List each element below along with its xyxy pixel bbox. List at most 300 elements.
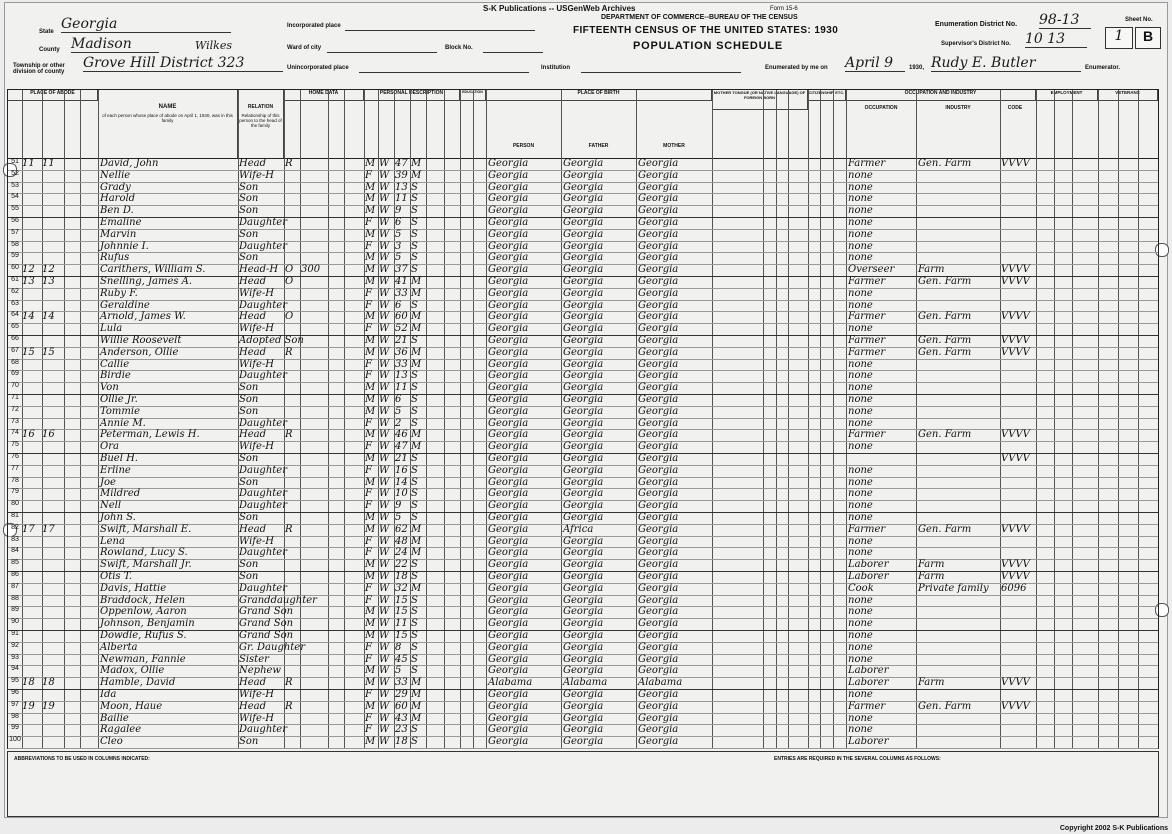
cell-bpf: Georgia xyxy=(563,618,604,630)
cell-name: Ollie Jr. xyxy=(100,394,138,405)
cell-val xyxy=(301,618,328,630)
cell-code xyxy=(1001,465,1036,477)
cell-name: Von xyxy=(100,382,119,394)
cell-name: Newman, Fannie xyxy=(100,653,186,665)
cell-bpm: Georgia xyxy=(638,240,679,252)
cell-age: 32 xyxy=(395,582,408,594)
enumerated-date: April 9 xyxy=(845,55,905,72)
cell-bpm: Georgia xyxy=(638,559,679,571)
cell-age: 2 xyxy=(395,417,402,429)
cell-bp: Georgia xyxy=(488,724,529,736)
cell-sex: M xyxy=(365,429,376,441)
incorporated-label: Incorporated place xyxy=(287,23,341,29)
cell-mar: M xyxy=(411,712,422,724)
cell-sex: F xyxy=(365,287,372,299)
cell-home xyxy=(285,595,300,607)
cell-line: 60 xyxy=(11,264,19,272)
cell-home xyxy=(285,618,300,630)
cell-bpm: Georgia xyxy=(638,712,679,724)
cell-dw xyxy=(22,477,42,489)
cell-name: Johnson, Benjamin xyxy=(100,618,195,630)
department: DEPARTMENT OF COMMERCE--BUREAU OF THE CENSUS xyxy=(601,14,798,21)
cell-ind: Gen. Farm xyxy=(918,335,972,346)
cell-race: W xyxy=(379,712,390,724)
cell-bpf: Georgia xyxy=(563,311,604,323)
cell-occ: none xyxy=(848,287,873,299)
cell-ind xyxy=(918,323,1000,335)
cell-dw xyxy=(22,193,42,205)
cell-dw xyxy=(22,465,42,477)
cell-bp: Georgia xyxy=(488,594,529,606)
cell-name: Oppenlow, Aaron xyxy=(100,606,187,618)
cell-fam: 13 xyxy=(42,276,55,287)
enumerator-label: Enumerator. xyxy=(1085,65,1121,71)
cell-rel: Daughter xyxy=(239,500,287,512)
cell-race: W xyxy=(379,405,390,417)
cell-bp: Georgia xyxy=(488,417,529,429)
cell-occ: none xyxy=(848,653,873,665)
cell-line: 69 xyxy=(11,370,19,378)
cell-fam xyxy=(42,477,64,489)
cell-occ: none xyxy=(848,464,873,476)
cell-home: R xyxy=(285,677,293,689)
form-number: Form 15-6 xyxy=(770,6,798,12)
cell-bp: Georgia xyxy=(488,700,529,712)
cell-name: Lena xyxy=(100,535,125,547)
cell-dw xyxy=(22,547,42,559)
cell-occ: none xyxy=(848,618,873,630)
cell-age: 33 xyxy=(395,287,408,299)
cell-rel: Granddaughter xyxy=(239,594,317,606)
cell-fam xyxy=(42,441,64,453)
cell-race: W xyxy=(379,417,390,429)
cell-age: 47 xyxy=(395,158,408,169)
cell-rel: Daughter xyxy=(239,724,287,736)
cell-occ: none xyxy=(848,500,873,512)
cell-bp: Georgia xyxy=(488,582,529,594)
cell-bpf: Georgia xyxy=(563,594,604,606)
cell-mar: S xyxy=(411,299,418,311)
cell-home xyxy=(285,654,300,666)
cell-age: 36 xyxy=(395,346,408,358)
cell-ind xyxy=(918,512,1000,524)
cell-rel: Daughter xyxy=(239,370,287,382)
cell-rel: Head xyxy=(239,276,267,287)
cell-line: 89 xyxy=(11,606,19,614)
cell-sex: F xyxy=(365,299,372,311)
cell-fam xyxy=(42,559,64,571)
cell-code xyxy=(1001,724,1036,736)
cell-occ: Farmer xyxy=(848,276,886,287)
cell-occ: none xyxy=(848,252,873,264)
cell-bp: Georgia xyxy=(488,169,529,181)
cell-fam xyxy=(42,193,64,205)
cell-bp: Georgia xyxy=(488,311,529,323)
state-value: Georgia xyxy=(61,16,231,33)
code-head: CODE xyxy=(1007,105,1023,111)
cell-name: Ragalee xyxy=(100,724,142,736)
cell-race: W xyxy=(379,535,390,547)
cell-sex: F xyxy=(365,464,372,476)
cell-race: W xyxy=(379,240,390,252)
cell-val xyxy=(301,418,328,430)
cell-sex: M xyxy=(365,677,376,689)
cell-bp: Georgia xyxy=(488,665,529,677)
cell-occ: none xyxy=(848,712,873,724)
cell-ind xyxy=(918,217,1000,229)
census-sheet xyxy=(4,2,1168,818)
cell-rel: Son xyxy=(239,559,259,571)
cell-sex: F xyxy=(365,370,372,382)
cell-bpf: Georgia xyxy=(563,169,604,181)
cell-dw: 15 xyxy=(22,346,35,358)
cell-bp: Georgia xyxy=(488,394,529,405)
cell-bp: Georgia xyxy=(488,264,529,276)
cell-occ: Laborer xyxy=(848,559,889,571)
cell-ind xyxy=(918,394,1000,406)
cell-mar: M xyxy=(411,700,422,712)
cell-race: W xyxy=(379,335,390,346)
cell-val xyxy=(301,359,328,371)
county-value: Madison xyxy=(71,36,159,53)
cell-mar: S xyxy=(411,228,418,240)
cell-dw xyxy=(22,665,42,677)
cell-rel: Wife-H xyxy=(239,712,275,724)
cell-line: 84 xyxy=(11,547,19,555)
cell-code xyxy=(1001,606,1036,618)
cell-sex: M xyxy=(365,453,376,464)
cell-rel: Sister xyxy=(239,653,269,665)
cell-bpf: Georgia xyxy=(563,299,604,311)
cell-age: 46 xyxy=(395,429,408,441)
cell-home xyxy=(285,547,300,559)
cell-bpf: Georgia xyxy=(563,346,604,358)
cell-val xyxy=(301,559,328,571)
cell-dw: 17 xyxy=(22,523,35,535)
cell-dw xyxy=(22,394,42,406)
cell-fam xyxy=(42,618,64,630)
cell-occ: none xyxy=(848,535,873,547)
cell-fam xyxy=(42,536,64,548)
cell-bpm: Georgia xyxy=(638,276,679,287)
cell-occ: Farmer xyxy=(848,335,886,346)
cell-sex: F xyxy=(365,547,372,559)
cell-code: VVVV xyxy=(1001,311,1030,323)
cell-code xyxy=(1001,689,1036,701)
cell-bpf: Georgia xyxy=(563,512,604,523)
cell-age: 39 xyxy=(395,169,408,181)
cell-ind xyxy=(918,724,1000,736)
cell-sex: M xyxy=(365,523,376,535)
cell-dw xyxy=(22,359,42,371)
cell-rel: Daughter xyxy=(239,547,287,559)
cell-race: W xyxy=(379,158,390,169)
cell-name: Willie Roosevelt xyxy=(100,335,182,346)
cell-bpf: Georgia xyxy=(563,476,604,488)
cell-race: W xyxy=(379,677,390,689)
cell-mar: S xyxy=(411,335,418,346)
cell-name: Carithers, William S. xyxy=(100,264,206,276)
cell-fam xyxy=(42,595,64,607)
cell-home: O xyxy=(285,264,294,276)
cell-ind xyxy=(918,500,1000,512)
cell-bp: Georgia xyxy=(488,618,529,630)
cell-occ: Laborer xyxy=(848,736,889,748)
cell-sex: F xyxy=(365,217,372,228)
cell-bp: Georgia xyxy=(488,287,529,299)
cell-val xyxy=(301,642,328,654)
cell-sex: F xyxy=(365,441,372,453)
cell-line: 80 xyxy=(11,500,19,508)
cell-home xyxy=(285,724,300,736)
cell-rel: Son xyxy=(239,181,259,193)
cell-age: 18 xyxy=(395,571,408,582)
cell-ind xyxy=(918,241,1000,253)
cell-ind: Gen. Farm xyxy=(918,311,972,323)
entries-title: ENTRIES ARE REQUIRED IN THE SEVERAL COLUMNS AS FOLLOWS: xyxy=(774,756,941,762)
cell-bp: Georgia xyxy=(488,181,529,193)
cell-name: Anderson, Ollie xyxy=(100,346,179,358)
cell-race: W xyxy=(379,476,390,488)
cell-mar: S xyxy=(411,618,418,630)
cell-home xyxy=(285,630,300,642)
cell-mar: S xyxy=(411,382,418,394)
cell-bpm: Georgia xyxy=(638,665,679,677)
cell-race: W xyxy=(379,500,390,512)
cell-dw xyxy=(22,300,42,312)
cell-line: 51 xyxy=(11,158,19,165)
cell-dw: 14 xyxy=(22,311,35,323)
cell-occ: none xyxy=(848,370,873,382)
cell-fam xyxy=(42,205,64,217)
cell-name: Braddock, Helen xyxy=(100,594,186,606)
cell-val xyxy=(301,429,328,441)
cell-bpf: Georgia xyxy=(563,453,604,464)
birth-person-head: PERSON xyxy=(512,143,535,149)
cell-ind xyxy=(918,642,1000,654)
cell-bpm: Georgia xyxy=(638,523,679,535)
cell-bpm: Georgia xyxy=(638,217,679,228)
cell-race: W xyxy=(379,653,390,665)
cell-age: 15 xyxy=(395,630,408,641)
cell-line: 79 xyxy=(11,488,19,496)
cell-bpm: Georgia xyxy=(638,736,679,748)
cell-dw xyxy=(22,571,42,583)
cell-sex: M xyxy=(365,264,376,276)
cell-val xyxy=(301,370,328,382)
township-label: Township or other division of county xyxy=(13,63,65,75)
cell-home xyxy=(285,477,300,489)
cell-name: Lula xyxy=(100,323,123,335)
cell-bpm: Georgia xyxy=(638,370,679,382)
cell-occ: none xyxy=(848,641,873,653)
cell-age: 16 xyxy=(395,464,408,476)
schedule-title: POPULATION SCHEDULE xyxy=(633,40,784,52)
cell-rel: Son xyxy=(239,394,259,405)
footer-instructions xyxy=(7,751,1159,817)
cell-fam: 14 xyxy=(42,311,55,323)
cell-ind xyxy=(918,618,1000,630)
ed-value: 98-13 xyxy=(1039,12,1091,29)
cell-sex: M xyxy=(365,346,376,358)
cell-mar: S xyxy=(411,724,418,736)
cell-bpf: Georgia xyxy=(563,252,604,264)
cell-ind xyxy=(918,406,1000,418)
cell-rel: Daughter xyxy=(239,299,287,311)
cell-val xyxy=(301,311,328,323)
cell-ind: Farm xyxy=(918,264,945,276)
cell-bpm: Georgia xyxy=(638,500,679,512)
cell-home xyxy=(285,229,300,241)
state-label: State xyxy=(39,29,54,35)
cell-age: 23 xyxy=(395,724,408,736)
cell-mar: S xyxy=(411,476,418,488)
cell-age: 33 xyxy=(395,677,408,689)
cell-rel: Head xyxy=(239,523,267,535)
cell-line: 93 xyxy=(11,653,19,661)
cell-dw xyxy=(22,512,42,524)
cell-bp: Georgia xyxy=(488,571,529,582)
cell-ind: Farm xyxy=(918,559,945,571)
cell-bpf: Georgia xyxy=(563,240,604,252)
cell-age: 48 xyxy=(395,535,408,547)
cell-name: Otis T. xyxy=(100,571,133,582)
cell-bpm: Georgia xyxy=(638,405,679,417)
unincorporated-line xyxy=(359,71,529,73)
cell-sex: M xyxy=(365,382,376,394)
cell-sex: M xyxy=(365,311,376,323)
cell-occ: none xyxy=(848,240,873,252)
cell-bpm: Georgia xyxy=(638,512,679,523)
cell-age: 8 xyxy=(395,641,402,653)
cell-val xyxy=(301,158,328,170)
cell-bpf: Georgia xyxy=(563,641,604,653)
column-header xyxy=(8,90,1158,159)
cell-dw xyxy=(22,583,42,595)
cell-code xyxy=(1001,618,1036,630)
cell-code xyxy=(1001,418,1036,430)
cell-dw xyxy=(22,488,42,500)
cell-bpm: Georgia xyxy=(638,547,679,559)
cell-dw xyxy=(22,713,42,725)
cell-mar: S xyxy=(411,193,418,205)
cell-bpf: Georgia xyxy=(563,700,604,712)
cell-bpf: Georgia xyxy=(563,276,604,287)
cell-bpf: Georgia xyxy=(563,571,604,582)
incorporated-line xyxy=(345,29,535,31)
cell-bpf: Georgia xyxy=(563,382,604,394)
cell-line: 90 xyxy=(11,618,19,626)
cell-bp: Georgia xyxy=(488,512,529,523)
cell-fam xyxy=(42,512,64,524)
cell-age: 37 xyxy=(395,264,408,276)
cell-race: W xyxy=(379,488,390,500)
cell-bpf: Georgia xyxy=(563,464,604,476)
cell-dw xyxy=(22,500,42,512)
cell-line: 75 xyxy=(11,441,19,449)
cell-age: 33 xyxy=(395,358,408,370)
cell-bp: Georgia xyxy=(488,630,529,641)
cell-age: 24 xyxy=(395,547,408,559)
cell-sex: F xyxy=(365,240,372,252)
cell-dw xyxy=(22,630,42,642)
cell-bp: Georgia xyxy=(488,217,529,228)
cell-sex: F xyxy=(365,323,372,335)
cell-ind: Gen. Farm xyxy=(918,523,972,535)
cell-line: 88 xyxy=(11,594,19,602)
cell-home xyxy=(285,583,300,595)
cell-line: 94 xyxy=(11,665,19,673)
block-line xyxy=(483,51,543,53)
cell-code: VVVV xyxy=(1001,453,1030,464)
cell-sex: M xyxy=(365,228,376,240)
cell-ind xyxy=(918,193,1000,205)
cell-bp: Georgia xyxy=(488,689,529,700)
cell-ind: Gen. Farm xyxy=(918,158,972,169)
cell-age: 15 xyxy=(395,594,408,606)
cell-rel: Grand Son xyxy=(239,606,294,618)
cell-rel: Adopted Son xyxy=(239,335,304,346)
cell-line: 53 xyxy=(11,181,19,189)
cell-fam xyxy=(42,630,64,642)
cell-bp: Georgia xyxy=(488,358,529,370)
cell-age: 43 xyxy=(395,712,408,724)
ward-label: Ward of city xyxy=(287,45,322,51)
cell-code xyxy=(1001,300,1036,312)
cell-name: Cleo xyxy=(100,736,123,748)
cell-name: Ruby F. xyxy=(100,287,138,299)
cell-bpm: Georgia xyxy=(638,323,679,335)
cell-rel: Daughter xyxy=(239,582,287,594)
cell-race: W xyxy=(379,228,390,240)
cell-sex: M xyxy=(365,335,376,346)
cell-val xyxy=(301,500,328,512)
cell-dw xyxy=(22,205,42,217)
cell-race: W xyxy=(379,547,390,559)
cell-ind xyxy=(918,229,1000,241)
sup-value: 10 13 xyxy=(1025,31,1087,48)
cell-sex: M xyxy=(365,630,376,641)
cell-bp: Georgia xyxy=(488,382,529,394)
cell-val xyxy=(301,595,328,607)
cell-code: VVVV xyxy=(1001,700,1030,712)
group-name: NAME of each person whose place of abode on April 1, 1930, was in this family xyxy=(98,90,238,158)
ward-line xyxy=(327,51,437,53)
cell-mar: S xyxy=(411,571,418,582)
cell-race: W xyxy=(379,618,390,630)
cell-sex: F xyxy=(365,535,372,547)
cell-line: 61 xyxy=(11,276,19,283)
cell-line: 64 xyxy=(11,311,19,319)
cell-val xyxy=(301,300,328,312)
cell-code xyxy=(1001,665,1036,677)
cell-fam xyxy=(42,689,64,701)
cell-val xyxy=(301,406,328,418)
cell-occ: none xyxy=(848,382,873,394)
cell-code xyxy=(1001,488,1036,500)
cell-bpm: Georgia xyxy=(638,689,679,700)
cell-home xyxy=(285,713,300,725)
cell-val xyxy=(301,701,328,713)
cell-fam: 19 xyxy=(42,700,55,712)
cell-ind: Gen. Farm xyxy=(918,276,972,287)
cell-bp: Georgia xyxy=(488,240,529,252)
cell-dw xyxy=(22,382,42,394)
cell-ind: Gen. Farm xyxy=(918,429,972,441)
group-citizenship: CITIZENSHIP, ETC. xyxy=(808,90,846,101)
cell-age: 60 xyxy=(395,311,408,323)
cell-age: 6 xyxy=(395,299,402,311)
